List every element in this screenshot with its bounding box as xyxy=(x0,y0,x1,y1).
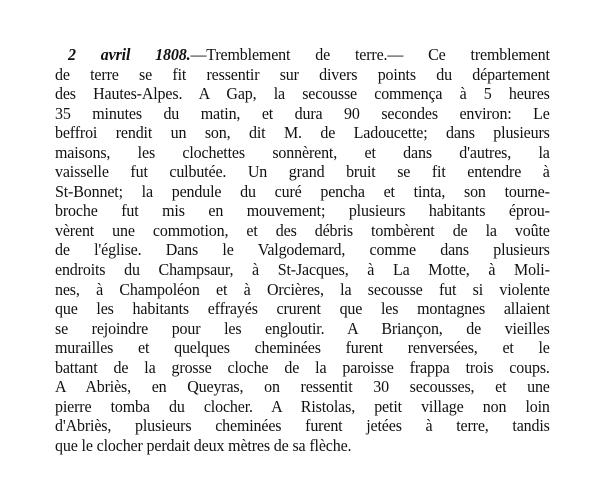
text-line-3: des Hautes-Alpes. A Gap, la secousse commença à 5 heures xyxy=(55,84,550,104)
text-line-4: 35 minutes du matin, et dura 90 secondes environ: Le xyxy=(55,103,550,123)
text-line-1 xyxy=(55,45,550,65)
text-line-15: se rejoindre pour les engloutir. A Briançon, de vieilles xyxy=(55,318,550,338)
text-line-10: vèrent une commotion, et des débris tombèrent de la voûte xyxy=(55,220,550,240)
text-line-5: beffroi rendit un son, dit M. de Ladoucette; dans plusieurs xyxy=(55,123,550,143)
text-line-21: que le clocher perdait deux mètres de sa flèche. xyxy=(55,435,352,455)
text-line-13: nes, à Champoléon et à Orcières, la secousse fut si violente xyxy=(55,279,550,299)
entry-date: 2 avril 1808. xyxy=(68,45,191,64)
text-line-9: broche fut mis en mouvement; plusieurs habitants éprou- xyxy=(55,201,550,221)
text-line-8: St-Bonnet; la pendule du curé pencha et tinta, son tourne- xyxy=(55,181,550,201)
text-line-12: endroits du Champsaur, à St-Jacques, à La Motte, à Moli- xyxy=(55,260,550,280)
entry-heading-text: —Tremblement de terre.— Ce tremblement xyxy=(190,45,550,64)
text-line-6: maisons, les clochettes sonnèrent, et dans d'autres, la xyxy=(55,142,550,162)
text-line-16: murailles et quelques cheminées furent renversées, et le xyxy=(55,338,550,358)
text-line-20: d'Abriès, plusieurs cheminées furent jetées à terre, tandis xyxy=(55,416,550,436)
text-line-7: vaisselle fut culbutée. Un grand bruit se fit entendre à xyxy=(55,162,550,182)
text-line-19: pierre tomba du clocher. A Ristolas, petit village non loin xyxy=(55,396,550,416)
text-line-11: de l'église. Dans le Valgodemard, comme dans plusieurs xyxy=(55,240,550,260)
text-line-17: battant de la grosse cloche de la paroisse frappa trois coups. xyxy=(55,357,550,377)
text-line-2: de terre se fit ressentir sur divers points du département xyxy=(55,64,550,84)
paragraph-earthquake-1808 xyxy=(55,45,550,455)
text-line-14: que les habitants effrayés crurent que les montagnes allaient xyxy=(55,299,550,319)
text-line-18: A Abriès, en Queyras, on ressentit 30 secousses, et une xyxy=(55,377,550,397)
